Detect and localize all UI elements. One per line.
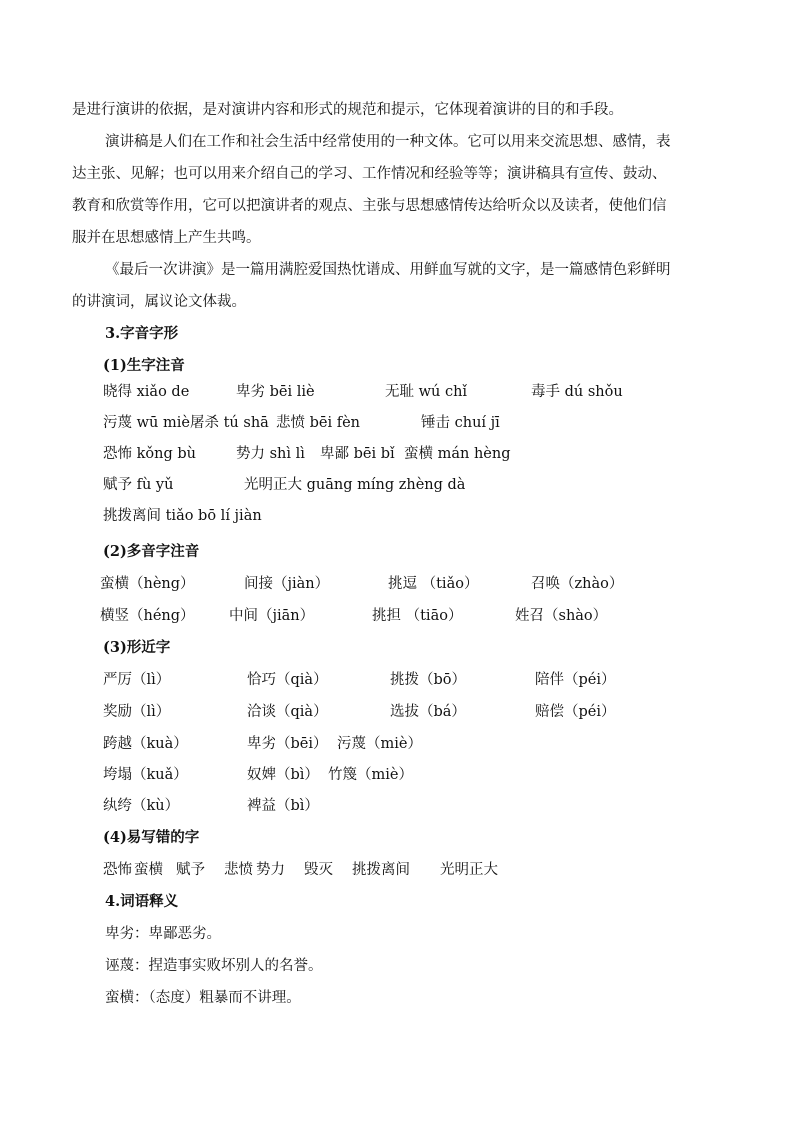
intro-line: 达主张、见解；也可以用来介绍自己的学习、工作情况和经验等等；演讲稿具有宣传、鼓动、 — [72, 166, 667, 182]
section-heading: 4.词语释义 — [105, 893, 179, 910]
subsection-heading: (3)形近字 — [103, 639, 171, 656]
similar-char-item: 赔偿（péi） — [535, 704, 616, 720]
section-heading: 3.字音字形 — [105, 325, 179, 342]
similar-char-item: 卑劣（bēi） — [247, 736, 328, 752]
error-prone-item: 挑拨离间 — [352, 862, 410, 878]
similar-char-item: 严厉（lì） — [103, 672, 171, 688]
definition-item: 蛮横：（态度）粗暴而不讲理。 — [105, 990, 301, 1006]
pinyin-item: 蛮横 mán hèng — [404, 446, 511, 462]
intro-line: 是进行演讲的依据，是对演讲内容和形式的规范和提示，它体现着演讲的目的和手段。 — [72, 102, 623, 118]
polyphone-item: 姓召（shào） — [515, 608, 608, 624]
intro-line: 的讲演词，属议论文体裁。 — [72, 294, 246, 310]
similar-char-item: 恰巧（qià） — [247, 672, 328, 688]
pinyin-item: 锤击 chuí jī — [421, 415, 500, 431]
similar-char-item: 奴婢（bì） — [247, 767, 319, 783]
similar-char-item: 垮塌（kuǎ） — [103, 767, 188, 783]
pinyin-item: 势力 shì lì — [236, 446, 305, 462]
pinyin-item: 恐怖 kǒng bù — [103, 446, 196, 462]
similar-char-item: 跨越（kuà） — [103, 736, 188, 752]
error-prone-item: 光明正大 — [440, 862, 498, 878]
error-prone-item: 恐怖 — [103, 862, 132, 878]
pinyin-item: 无耻 wú chǐ — [385, 384, 468, 400]
polyphone-item: 挑担 （tiāo） — [372, 608, 463, 624]
pinyin-item: 晓得 xiǎo de — [103, 384, 190, 400]
pinyin-item: 污蔑 wū miè — [103, 415, 190, 431]
definition-item: 卑劣：卑鄙恶劣。 — [105, 926, 221, 942]
similar-char-item: 纨绔（kù） — [103, 798, 180, 814]
error-prone-item: 毁灭 — [304, 862, 333, 878]
polyphone-item: 蛮横（hèng） — [100, 576, 195, 592]
error-prone-item: 悲愤 — [224, 862, 253, 878]
pinyin-item: 屠杀 tú shā — [190, 415, 269, 431]
similar-char-item: 裨益（bì） — [247, 798, 319, 814]
polyphone-item: 召唤（zhào） — [531, 576, 624, 592]
similar-char-item: 污蔑（miè） — [337, 736, 422, 752]
polyphone-item: 挑逗 （tiǎo） — [388, 576, 479, 592]
error-prone-item: 蛮横 — [134, 862, 163, 878]
pinyin-item: 赋予 fù yǔ — [103, 477, 174, 493]
pinyin-item: 卑鄙 bēi bǐ — [320, 446, 395, 462]
similar-char-item: 挑拨（bō） — [390, 672, 467, 688]
similar-char-item: 奖励（lì） — [103, 704, 171, 720]
subsection-heading: (2)多音字注音 — [103, 543, 200, 560]
definition-item: 诬蔑：捏造事实败坏别人的名誉。 — [105, 958, 323, 974]
polyphone-item: 间接（jiàn） — [244, 576, 330, 592]
subsection-heading: (4)易写错的字 — [103, 829, 200, 846]
error-prone-item: 势力 — [256, 862, 285, 878]
pinyin-item: 卑劣 bēi liè — [236, 384, 315, 400]
intro-line: 《最后一次讲演》是一篇用满腔爱国热忱谱成、用鲜血写就的文字，是一篇感情色彩鲜明 — [105, 262, 671, 278]
intro-line: 演讲稿是人们在工作和社会生活中经常使用的一种文体。它可以用来交流思想、感情，表 — [105, 134, 671, 150]
pinyin-item: 挑拨离间 tiǎo bō lí jiàn — [103, 508, 262, 524]
intro-line: 服并在思想感情上产生共鸣。 — [72, 230, 261, 246]
pinyin-item: 毒手 dú shǒu — [531, 384, 623, 400]
polyphone-item: 横竖（héng） — [100, 608, 195, 624]
similar-char-item: 竹篾（miè） — [328, 767, 413, 783]
similar-char-item: 洽谈（qià） — [247, 704, 328, 720]
similar-char-item: 选拔（bá） — [390, 704, 466, 720]
pinyin-item: 光明正大 guāng míng zhèng dà — [244, 477, 466, 493]
intro-line: 教育和欣赏等作用，它可以把演讲者的观点、主张与思想感情传达给听众以及读者，使他们信 — [72, 198, 667, 214]
pinyin-item: 悲愤 bēi fèn — [276, 415, 361, 431]
similar-char-item: 陪伴（péi） — [535, 672, 616, 688]
subsection-heading: (1)生字注音 — [103, 357, 185, 374]
error-prone-item: 赋予 — [176, 862, 205, 878]
polyphone-item: 中间（jiān） — [229, 608, 315, 624]
